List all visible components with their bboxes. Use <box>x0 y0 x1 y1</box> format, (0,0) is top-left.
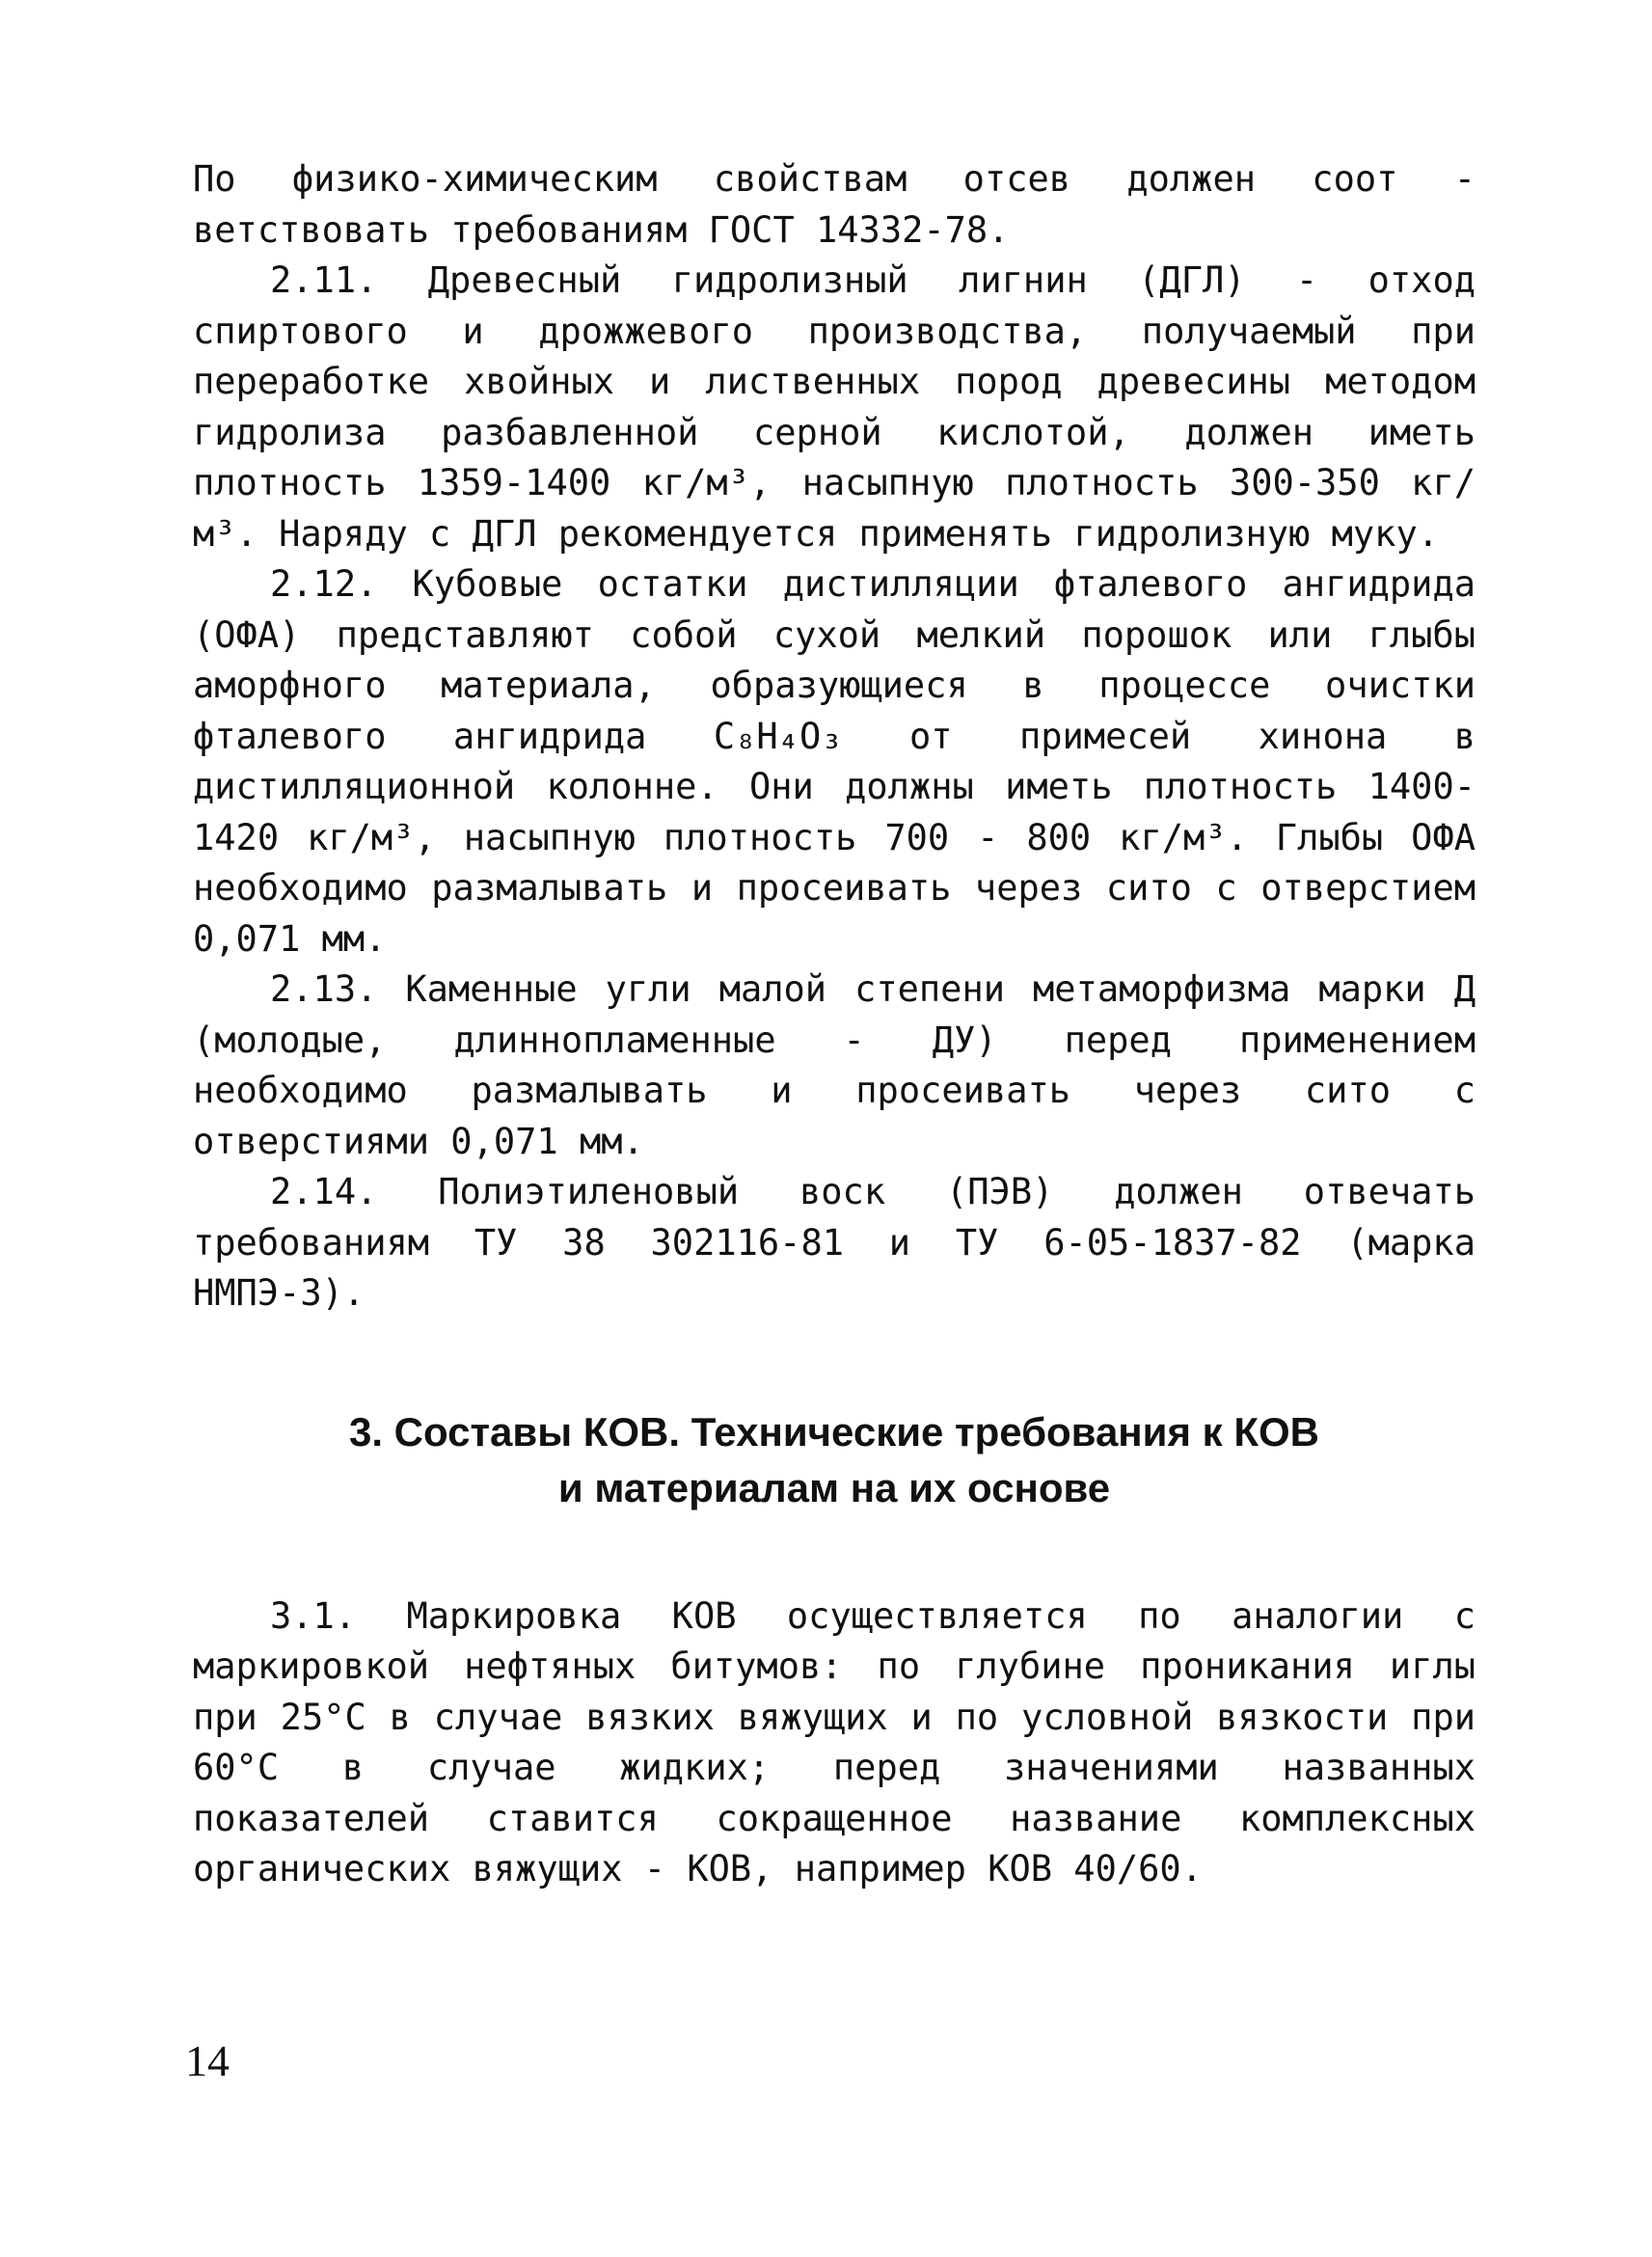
section-heading: 3. Составы КОВ. Технические требования к КОВ и материалам на их основе <box>348 1408 1319 1510</box>
page-number: 14 <box>185 2036 230 2085</box>
paragraph-2-14: 2.14. Полиэтиленовый воск (ПЭВ) должен отвечать требованиям ТУ 38 302116-81 и ТУ 6-05-1837-82 (марка НМПЭ-3). <box>193 1171 1476 1314</box>
paragraph-3-1: 3.1. Маркировка КОВ осуществляется по аналогии с маркировкой нефтяных битумов: по глубине проникания иглы при 25°С в случае вязких вяжущих и по условной вязкости при 60°С в случае жидких; перед значениями названных показателей ставится сокращенное название комплексных органических вяжущих - КОВ, например КОВ 40/60. <box>193 1594 1476 1890</box>
paragraph-2-11: 2.11. Древесный гидролизный лигнин (ДГЛ) - отход спиртового и дрожжевого производства, получаемый при переработке хвойных и лиственных пород древесины методом гидролиза разбавленной серной кислотой, должен иметь плотность 1359-1400 кг/м³, насыпную плотность 300-350 кг/м³. Наряду с ДГЛ рекомендуется применять гидролизную муку. <box>193 259 1476 555</box>
paragraph-2-13: 2.13. Каменные угли малой степени метаморфизма марки Д (молодые, длиннопламенные - ДУ) перед применением необходимо размалывать и просеивать через сито с отверстиями 0,071 мм. <box>193 968 1476 1162</box>
paragraph-intro: По физико-химическим свойствам отсев должен соот - ветствовать требованиям ГОСТ 14332-78. <box>193 158 1476 251</box>
paragraph-2-12: 2.12. Кубовые остатки дистилляции фталевого ангидрида (ОФА) представляют собой сухой мелкий порошок или глыбы аморфного материала, образующиеся в процессе очистки фталевого ангидрида C₈H₄O₃ от примесей хинона в дистилляционной колонне. Они должны иметь плотность 1400-1420 кг/м³, насыпную плотность 700 - 800 кг/м³. Глыбы ОФА необходимо размалывать и просеивать через сито с отверстием 0,071 мм. <box>193 563 1476 960</box>
document-page <box>193 154 1476 1895</box>
